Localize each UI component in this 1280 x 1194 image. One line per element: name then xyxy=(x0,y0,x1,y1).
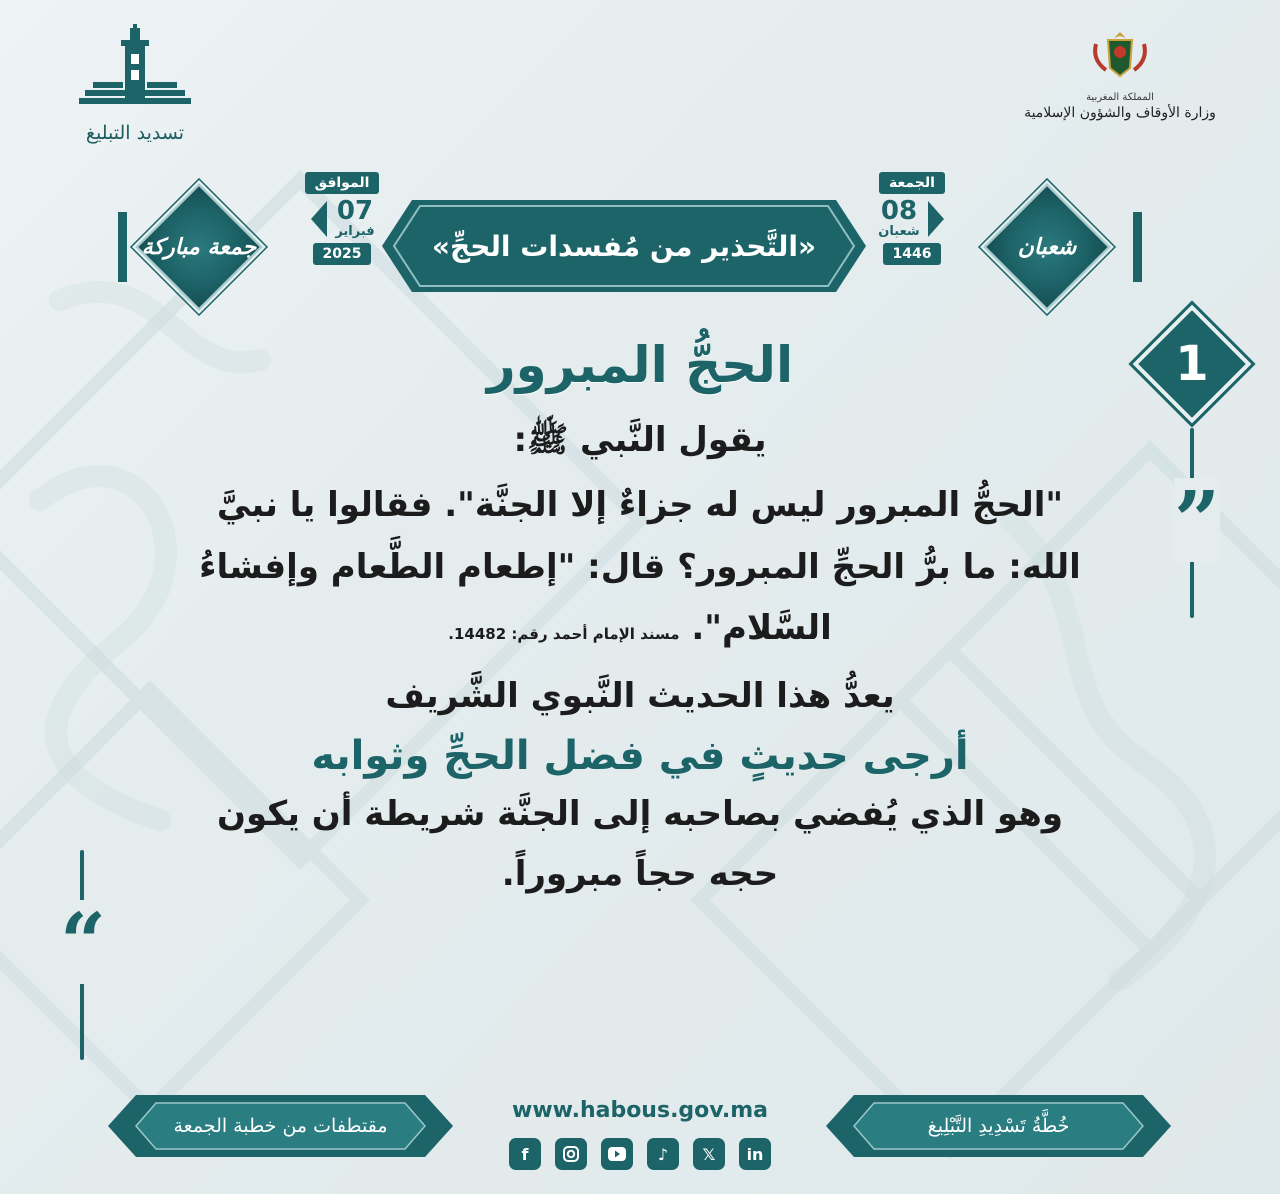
instagram-icon[interactable] xyxy=(555,1138,587,1170)
coat-of-arms-icon xyxy=(1090,30,1150,80)
quote-open-icon: ” xyxy=(1174,473,1221,567)
divider-bar-right xyxy=(1133,212,1142,282)
hijri-tag: الجمعة xyxy=(879,172,945,194)
gregorian-tag: الموافق xyxy=(305,172,380,194)
topic-title: «التَّحذير من مُفسدات الحجِّ» xyxy=(431,229,817,263)
gregorian-year: 2025 xyxy=(313,243,372,265)
shaaban-diamond xyxy=(986,186,1108,308)
section-number-badge xyxy=(1122,308,1262,618)
ministry-name: وزارة الأوقاف والشؤون الإسلامية xyxy=(1024,105,1216,121)
brand-name-left: تسديد التبليغ xyxy=(85,122,185,144)
youtube-icon[interactable] xyxy=(601,1138,633,1170)
commentary-line-1: يعدُّ هذا الحديث النَّبوي الشَّريف xyxy=(385,675,895,716)
highlight-line: أرجى حديثٍ في فضل الحجِّ وثوابه xyxy=(311,733,969,780)
x-icon[interactable]: 𝕏 xyxy=(693,1138,725,1170)
hijri-year: 1446 xyxy=(883,243,942,265)
ministry-logo xyxy=(1000,30,1240,121)
section-heading: الحجُّ المبرور xyxy=(486,336,794,394)
hijri-day: 08 xyxy=(880,196,918,226)
brand-logo-left xyxy=(60,24,210,144)
hadith-intro: يقول النَّبي ﷺ: xyxy=(513,420,767,460)
mosque-minaret-icon xyxy=(75,24,195,116)
footer-khutba-label: مقتطفات من خطبة الجمعة xyxy=(173,1115,388,1137)
ministry-kingdom-label: المملكة المغربية xyxy=(1086,92,1154,103)
facebook-icon[interactable]: f xyxy=(509,1138,541,1170)
section-number: 1 xyxy=(1175,336,1209,392)
topic-title-ribbon xyxy=(382,200,866,292)
gregorian-month: فبراير xyxy=(335,224,375,239)
hadith-text xyxy=(150,475,1130,659)
social-icons xyxy=(0,1138,1280,1170)
main-content xyxy=(150,335,1130,904)
website-link[interactable]: www.habous.gov.ma xyxy=(512,1098,768,1123)
hadith-source: مسند الإمام أحمد رقم: 14482. xyxy=(448,624,680,643)
jumua-mubaraka-label: جمعة مباركة xyxy=(141,234,257,260)
commentary-paragraph: وهو الذي يُفضي بصاحبه إلى الجنَّة شريطة أن يكون حجه حجاً مبروراً. xyxy=(217,794,1063,894)
gregorian-day: 07 xyxy=(336,196,374,226)
hijri-month: شعبان xyxy=(878,224,920,239)
tiktok-icon[interactable]: ♪ xyxy=(647,1138,679,1170)
shaaban-label: شعبان xyxy=(1017,234,1077,260)
footer-plan-label: خُطَّةُ تَسْدِيدِ التَّبْلِيغ xyxy=(927,1115,1070,1137)
arrow-left-icon xyxy=(309,199,329,239)
hijri-date xyxy=(856,172,968,265)
linkedin-icon[interactable]: in xyxy=(739,1138,771,1170)
divider-bar-left xyxy=(118,212,127,282)
hadith-body: "الحجُّ المبرور ليس له جزاءٌ إلا الجنَّة". فقالوا يا نبيَّ الله: ما برُّ الحجِّ المبرور؟ قال: "إطعام الطَّعام وإفشاءُ السَّلام". xyxy=(199,485,1081,648)
quote-close-icon: “ xyxy=(60,895,107,989)
jumua-mubaraka-diamond xyxy=(138,186,260,308)
arrow-right-icon xyxy=(926,199,946,239)
